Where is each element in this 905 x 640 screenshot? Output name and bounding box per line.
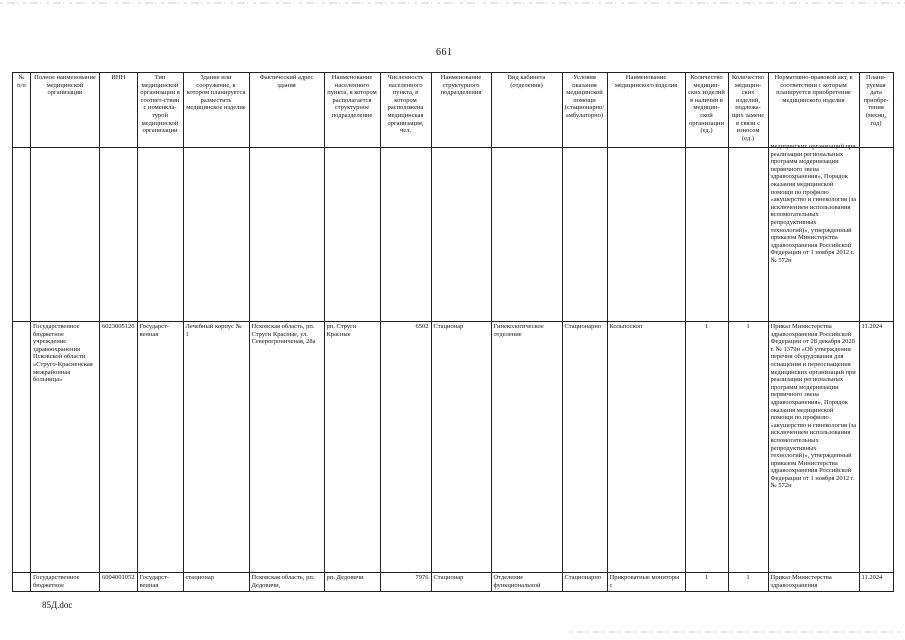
table-row <box>13 322 894 573</box>
header-cell: Плани-руемая дата приобре-тения (месяц, год) <box>859 73 893 148</box>
header-cell: Численность населенного пункта, в котором расположена медицинская организация, чел. <box>380 73 431 148</box>
header-cell: Количество медицин-ских изделий в наличии в медицин-ской организации (ед.) <box>685 73 728 148</box>
subdivision-cell: Стационар <box>431 322 491 573</box>
header-cell: Тип медицинской организации в соответ-ствии с номенкла-турой медицинской организации <box>137 73 183 148</box>
legal-act-cell: Приказ Министерства здравоохранения <box>768 573 859 592</box>
header-cell: ИНН <box>100 73 138 148</box>
building-cell: Лечебный корпус № 1 <box>183 322 249 573</box>
equipment-table <box>12 72 894 592</box>
table-row-continued <box>13 148 894 322</box>
qty-replace-cell: 1 <box>728 573 768 592</box>
header-cell: Полное наименование медицинской организации <box>31 73 100 148</box>
scan-edge-marks <box>570 630 900 634</box>
building-cell: стационар <box>183 573 249 592</box>
header-cell: Условия оказания медицинской помощи (стационарно/ амбулаторно) <box>562 73 607 148</box>
page-number: 661 <box>436 47 453 58</box>
device-cell: Прикроватные мониторы с <box>607 573 685 592</box>
type-cell: Государст-венная <box>137 322 183 573</box>
inn-cell: 6023005126 <box>100 322 138 573</box>
header-cell: Наименование населенного пункта, в котором располагается структурное подразделение <box>324 73 380 148</box>
planned-date-cell: 11.2024 <box>859 322 893 573</box>
footer-filename: 85Д.doc <box>42 600 73 610</box>
subdivision-cell: Стационар <box>431 573 491 592</box>
continued-legal-act: медицинских организаций при реализации региональных программ модернизации первичного звена здравоохранения», Порядок оказания медицинской помощи по профилю «акушерство и гинекология (за исключением использования вспомогательных репродуктивных технологий)», утвержденный приказом Министерства здравоохранения Российской Федерации от 1 ноября 2012 г. № 572н <box>770 143 857 264</box>
header-cell: Здание или сооружение, в котором планируется разместить медицинское изделие <box>183 73 249 148</box>
header-cell: Наименование медицинского изделия <box>607 73 685 148</box>
organization-cell: Государственное бюджетное учреждение здравоохранения Псковской области «Струго-Красненская межрайонная больница» <box>31 322 100 573</box>
header-row <box>13 73 894 148</box>
qty-replace-cell: 1 <box>728 322 768 573</box>
legal-act-cell: Приказ Министерства здравоохранения Российской Федерации от 28 декабря 2020 г. № 1379н «Об утверждении перечня оборудования для оснащения и переоснащения медицинских организаций при реализации региональных программ модернизации первичного звена здравоохранения», Порядок оказания медицинской помощи по профилю «акушерство и гинекология (за исключением использования вспомогательных репродуктивных технологий)», утвержденный приказом Министерства здравоохранения Российской Федерации от 1 ноября 2012 г. № 572н <box>768 322 859 573</box>
address-cell: Псковская область, рп. Дедовичи, <box>249 573 324 592</box>
scan-edge-marks <box>0 0 905 8</box>
header-cell: Фактический адрес здания <box>249 73 324 148</box>
table-row <box>13 573 894 592</box>
organization-cell: Государственное бюджетное <box>31 573 100 592</box>
population-cell: 7976 <box>380 573 431 592</box>
qty-available-cell: 1 <box>685 322 728 573</box>
header-cell: Вид кабинета (отделения) <box>491 73 562 148</box>
cabinet-cell: Отделение функциональной <box>491 573 562 592</box>
conditions-cell: Стационарно <box>562 322 607 573</box>
conditions-cell: Стационарно <box>562 573 607 592</box>
header-cell: Нормативно-правовой акт, в соответствии с которым планируется приобретение медицинского изделия <box>768 73 859 148</box>
cabinet-cell: Гинекологическое отделение <box>491 322 562 573</box>
settlement-cell: рп. Струги Красные <box>324 322 380 573</box>
header-cell: Количество медицин-ских изделий, подлежа-щих замене в связи с износом (ед.) <box>728 73 768 148</box>
address-cell: Псковская область, рп. Струги Красные, ул. Северогрониченая, 28а <box>249 322 324 573</box>
qty-available-cell: 1 <box>685 573 728 592</box>
device-cell: Кольпоскоп <box>607 322 685 573</box>
type-cell: Государст-венная <box>137 573 183 592</box>
inn-cell: 6004001052 <box>100 573 138 592</box>
population-cell: 6502 <box>380 322 431 573</box>
planned-date-cell: 11.2024 <box>859 573 893 592</box>
header-cell: № п/п <box>13 73 31 148</box>
header-cell: Наименование структурного подразделения <box>431 73 491 148</box>
settlement-cell: рп. Дедовичи <box>324 573 380 592</box>
